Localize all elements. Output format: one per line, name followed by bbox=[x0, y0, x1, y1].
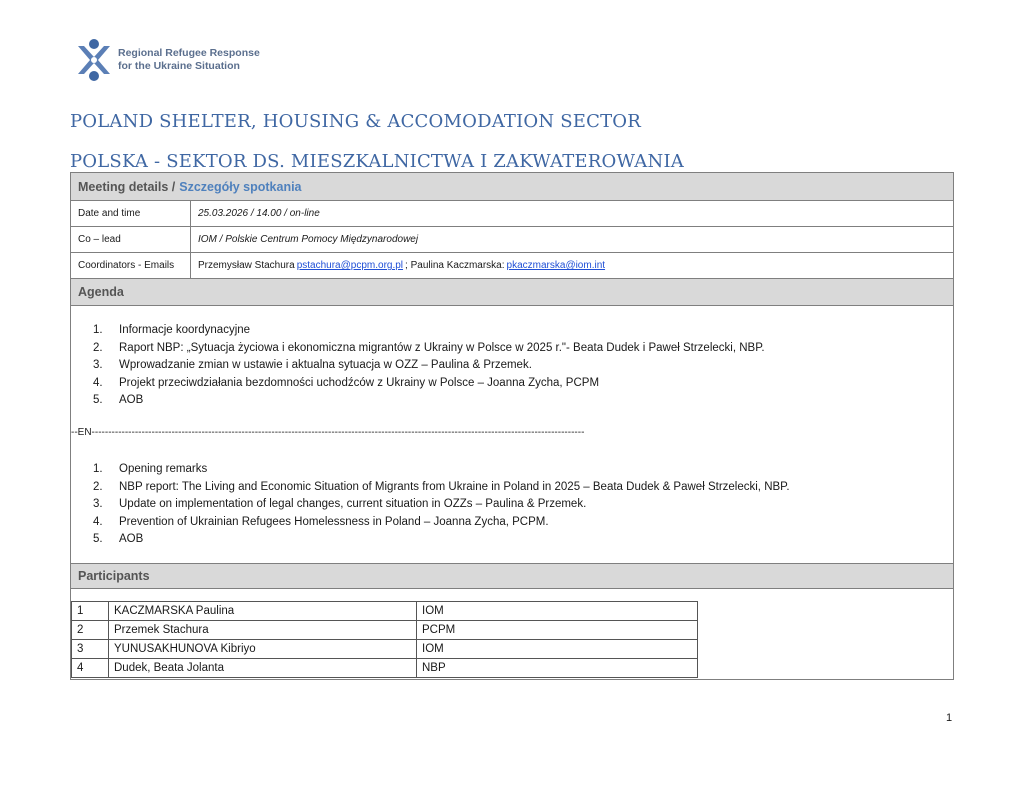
meeting-details-header bbox=[71, 173, 953, 201]
coordinators-label: Coordinators - Emails bbox=[71, 253, 191, 278]
item-text: Informacje koordynacyjne bbox=[119, 324, 251, 336]
date-value: 25.03.2026 / 14.00 / on-line bbox=[198, 208, 320, 219]
agenda-header bbox=[71, 279, 953, 306]
item-text: NBP report: The Living and Economic Situation of Migrants from Ukraine in Poland in 2025 – Beata Dudek & Paweł Strzelecki, NBP. bbox=[119, 480, 790, 493]
row-number: 2 bbox=[72, 621, 109, 640]
table-row bbox=[72, 659, 698, 678]
participant-name: KACZMARSKA Paulina bbox=[109, 602, 417, 621]
en-separator: --EN---------------------------------------------------------------------------------------------------------------------------------------------------- bbox=[71, 427, 585, 438]
meeting-heading-en: Meeting details / bbox=[78, 179, 176, 194]
coordinator-name-2: ; Paulina Kaczmarska: bbox=[405, 260, 505, 271]
item-number: 1. bbox=[93, 324, 103, 336]
participant-org: IOM bbox=[417, 602, 698, 621]
list-item bbox=[93, 479, 790, 497]
row-number: 3 bbox=[72, 640, 109, 659]
agenda-section bbox=[71, 306, 953, 564]
date-label: Date and time bbox=[71, 201, 191, 226]
coordinator-name-1: Przemysław Stachura bbox=[198, 260, 295, 271]
meeting-table bbox=[70, 172, 954, 680]
participants-heading: Participants bbox=[78, 569, 150, 583]
logo-line1: Regional Refugee Response bbox=[118, 47, 260, 59]
coordinator-email-1-link[interactable]: pstachura@pcpm.org.pl bbox=[296, 260, 404, 271]
item-number: 3. bbox=[93, 359, 103, 371]
item-number: 2. bbox=[93, 480, 103, 493]
item-number: 2. bbox=[93, 341, 103, 354]
table-row bbox=[72, 621, 698, 640]
coordinators-value bbox=[191, 253, 953, 278]
agenda-list-pl bbox=[93, 322, 765, 410]
list-item bbox=[93, 496, 790, 514]
participant-org: IOM bbox=[417, 640, 698, 659]
list-item bbox=[93, 461, 790, 479]
title-polish: POLSKA - SEKTOR DS. MIESZKALNICTWA I ZAKWATEROWANIA bbox=[70, 151, 684, 172]
item-number: 3. bbox=[93, 498, 103, 510]
item-number: 1. bbox=[93, 463, 103, 475]
meeting-heading-pl: Szczegóły spotkania bbox=[179, 179, 302, 194]
participants-header bbox=[71, 563, 953, 589]
item-text: Projekt przeciwdziałania bezdomności uchodźców z Ukrainy w Polsce – Joanna Zycha, PCPM bbox=[119, 376, 600, 389]
item-text: AOB bbox=[119, 394, 144, 406]
rrr-logo bbox=[74, 38, 260, 82]
title-english: POLAND SHELTER, HOUSING & ACCOMODATION SECTOR bbox=[70, 111, 642, 132]
participant-org: PCPM bbox=[417, 621, 698, 640]
agenda-list-en bbox=[93, 461, 790, 549]
list-item bbox=[93, 514, 790, 532]
participant-org: NBP bbox=[417, 659, 698, 678]
coordinator-email-2-link[interactable]: pkaczmarska@iom.int bbox=[506, 260, 606, 271]
row-number: 4 bbox=[72, 659, 109, 678]
rrr-emblem-icon bbox=[74, 38, 114, 82]
item-text: Raport NBP: „Sytuacja życiowa i ekonomiczna migrantów z Ukrainy w Polsce w 2025 r."- Beata Dudek i Paweł Strzelecki, NBP. bbox=[119, 341, 765, 354]
list-item bbox=[93, 392, 765, 410]
colead-label: Co – lead bbox=[71, 227, 191, 252]
item-text: Wprowadzanie zmian w ustawie i aktualna sytuacja w OZZ – Paulina & Przemek. bbox=[119, 359, 532, 371]
list-item bbox=[93, 357, 765, 375]
item-text: AOB bbox=[119, 533, 144, 545]
logo-line2: for the Ukraine Situation bbox=[118, 60, 240, 72]
coordinators-row bbox=[71, 253, 953, 279]
table-row bbox=[72, 640, 698, 659]
date-row bbox=[71, 201, 953, 227]
list-item bbox=[93, 322, 765, 340]
row-number: 1 bbox=[72, 602, 109, 621]
item-text: Prevention of Ukrainian Refugees Homelessness in Poland – Joanna Zycha, PCPM. bbox=[119, 515, 549, 528]
logo-text bbox=[118, 47, 260, 73]
list-item bbox=[93, 340, 765, 358]
item-text: Opening remarks bbox=[119, 463, 208, 475]
item-number: 5. bbox=[93, 533, 103, 545]
colead-row bbox=[71, 227, 953, 253]
participant-name: YUNUSAKHUNOVA Kibriyo bbox=[109, 640, 417, 659]
colead-value: IOM / Polskie Centrum Pomocy Międzynarodowej bbox=[198, 234, 419, 245]
agenda-heading: Agenda bbox=[78, 285, 124, 299]
participant-name: Przemek Stachura bbox=[109, 621, 417, 640]
list-item bbox=[93, 531, 790, 549]
page-number: 1 bbox=[946, 712, 953, 724]
item-number: 5. bbox=[93, 394, 103, 406]
item-number: 4. bbox=[93, 376, 103, 389]
list-item bbox=[93, 375, 765, 393]
table-row bbox=[72, 602, 698, 621]
participants-table bbox=[71, 601, 698, 678]
participant-name: Dudek, Beata Jolanta bbox=[109, 659, 417, 678]
item-text: Update on implementation of legal changes, current situation in OZZs – Paulina & Przemek. bbox=[119, 498, 587, 510]
item-number: 4. bbox=[93, 515, 103, 528]
